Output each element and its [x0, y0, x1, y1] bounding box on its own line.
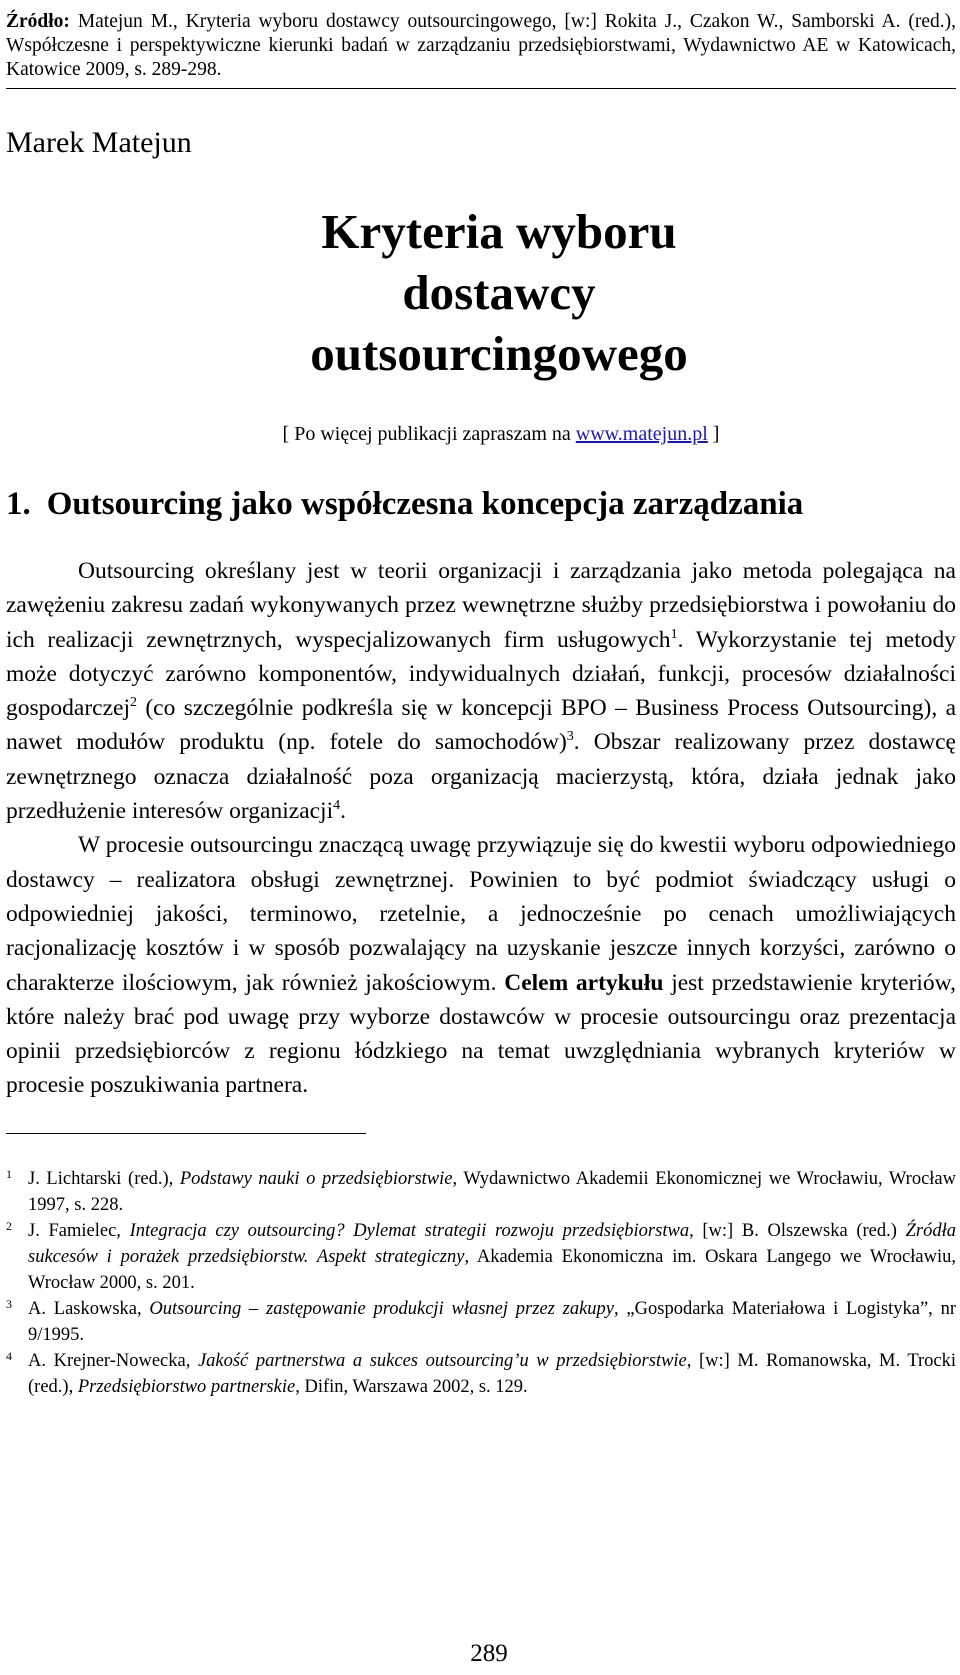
paragraph-2-text-2: jest przedstawienie kryteriów, które należy brać pod uwagę przy wyborze dostawców w procesie outsourcingu oraz prezentacja opinii przedsiębiorców z regionu łódzkiego na temat uwzględniania wybranych kryteriów w procesie poszukiwania partnera.: [6, 969, 956, 1099]
footnote-italic: Przedsiębiorstwo partnerskie: [77, 1376, 296, 1397]
page-number: 289: [470, 1640, 508, 1667]
paragraph-1-text-5: .: [340, 798, 346, 825]
footnote-italic: Integracja czy outsourcing? Dylemat strategii rozwoju przedsiębiorstwa: [129, 1220, 690, 1241]
footnote-1: [6, 1166, 956, 1218]
footnote-2: [6, 1218, 956, 1296]
title-line-2: dostawcy: [402, 265, 596, 320]
footnote-number: 3: [6, 1296, 12, 1311]
document-page: [6, 0, 956, 1400]
promo-line: [46, 422, 956, 446]
paragraph-1: [6, 554, 956, 828]
paragraph-1-text-2: . Wykorzystanie tej metody może dotyczyć zarówno komponentów, indywidualnych działań, funkcji, procesów działalności gospodarczej: [6, 626, 956, 722]
footnote-3: [6, 1296, 956, 1348]
footnote-text: , „Gospodarka Materiałowa i Logistyka”, nr 9/1995.: [28, 1298, 957, 1345]
promo-text-before: [ Po więcej publikacji zapraszam na: [282, 423, 576, 445]
footnote-separator: [6, 1133, 366, 1134]
title-line-1: Kryteria wyboru: [321, 204, 677, 259]
paragraph-1-text-1: Outsourcing określany jest w teorii organizacji i zarządzania jako metoda polegająca na zawężeniu zakresu zadań wykonywanych przez wewnętrzne służby przedsiębiorstwa i powołaniu do ich realizacji zewnętrznych, wyspecjalizowanych firm usługowych: [6, 558, 956, 653]
footnote-italic: Jakość partnerstwa a sukces outsourcing’u w przedsiębiorstwie: [197, 1350, 687, 1371]
footnote-text: , [w:] B. Olszewska (red.): [689, 1220, 906, 1241]
author-name: Marek Matejun: [6, 126, 192, 159]
body-text: [6, 554, 956, 1103]
website-link[interactable]: www.matejun.pl: [575, 423, 708, 445]
paragraph-1-text-4: . Obszar realizowany przez dostawcę zewnętrznego oznacza działalność poza organizacją macierzystą, która, działa jednak jako przedłużenie interesów organizacji: [6, 729, 956, 825]
title-line-3: outsourcingowego: [310, 326, 688, 381]
footnotes: [6, 1166, 956, 1400]
footnote-4: [6, 1348, 956, 1400]
footnote-italic: Outsourcing – zastępowanie produkcji własnej przez zakupy: [149, 1298, 615, 1319]
paragraph-1-text-3: (co szczególnie podkreśla się w koncepcji BPO – Business Process Outsourcing), a nawet modułów produktu (np. fotele do samochodów): [6, 695, 956, 756]
promo-text-after: ]: [707, 423, 720, 445]
footnote-ref-4[interactable]: 4: [333, 798, 341, 814]
paragraph-2-bold: Celem artykułu: [504, 969, 664, 996]
footnote-text: A. Krejner-Nowecka,: [28, 1350, 198, 1371]
footnote-number: 2: [6, 1218, 12, 1233]
footnote-number: 4: [6, 1348, 12, 1363]
source-label: Źródło:: [6, 11, 70, 32]
footnote-ref-2[interactable]: 2: [129, 695, 137, 711]
footnote-text: , [w:] M. Romanowska, M. Trocki (red.),: [28, 1350, 957, 1397]
footnote-text: J. Lichtarski (red.),: [28, 1168, 180, 1189]
footnote-number: 1: [6, 1166, 12, 1181]
source-text: Matejun M., Kryteria wyboru dostawcy outsourcingowego, [w:] Rokita J., Czakon W., Samborski A. (red.), Współczesne i perspektywiczne kierunki badań w zarządzaniu przedsiębiorstwami, Wydawnictwo AE w Katowicach, Katowice 2009, s. 289-298.: [6, 11, 956, 80]
footnote-ref-3[interactable]: 3: [566, 729, 574, 745]
footnote-text: J. Famielec,: [28, 1220, 130, 1241]
paragraph-2: [6, 828, 956, 1102]
section-heading: [6, 484, 956, 524]
footnote-italic: Źródła sukcesów i porażek przedsiębiorstw. Aspekt strategiczny: [28, 1220, 956, 1267]
footnote-text: , Wydawnictwo Akademii Ekonomicznej we Wrocławiu, Wrocław 1997, s. 228.: [28, 1168, 956, 1215]
source-citation: [6, 0, 956, 89]
paragraph-2-text-1: W procesie outsourcingu znaczącą uwagę przywiązuje się do kwestii wyboru odpowiedniego dostawcy – realizatora obsługi zewnętrznej. Powinien to być podmiot świadczący usługi o odpowiedniej jakości, terminowo, rzetelnie, a jednocześnie po cenach umożliwiających racjonalizację kosztów i w sposób pozwalający na uzyskanie jeszcze innych korzyści, zarówno o charakterze ilościowym, jak również jakościowym.: [6, 832, 956, 996]
footnote-italic: Podstawy nauki o przedsiębiorstwie: [179, 1168, 453, 1189]
article-title: [42, 201, 956, 384]
footnote-text: , Difin, Warszawa 2002, s. 129.: [295, 1376, 528, 1397]
footnote-text: A. Laskowska,: [28, 1298, 150, 1319]
section-number: 1.: [6, 486, 31, 522]
footnote-ref-1[interactable]: 1: [670, 626, 678, 642]
section-title: Outsourcing jako współczesna koncepcja zarządzania: [46, 486, 804, 522]
footnote-text: , Akademia Ekonomiczna im. Oskara Langego we Wrocławiu, Wrocław 2000, s. 201.: [28, 1246, 956, 1293]
